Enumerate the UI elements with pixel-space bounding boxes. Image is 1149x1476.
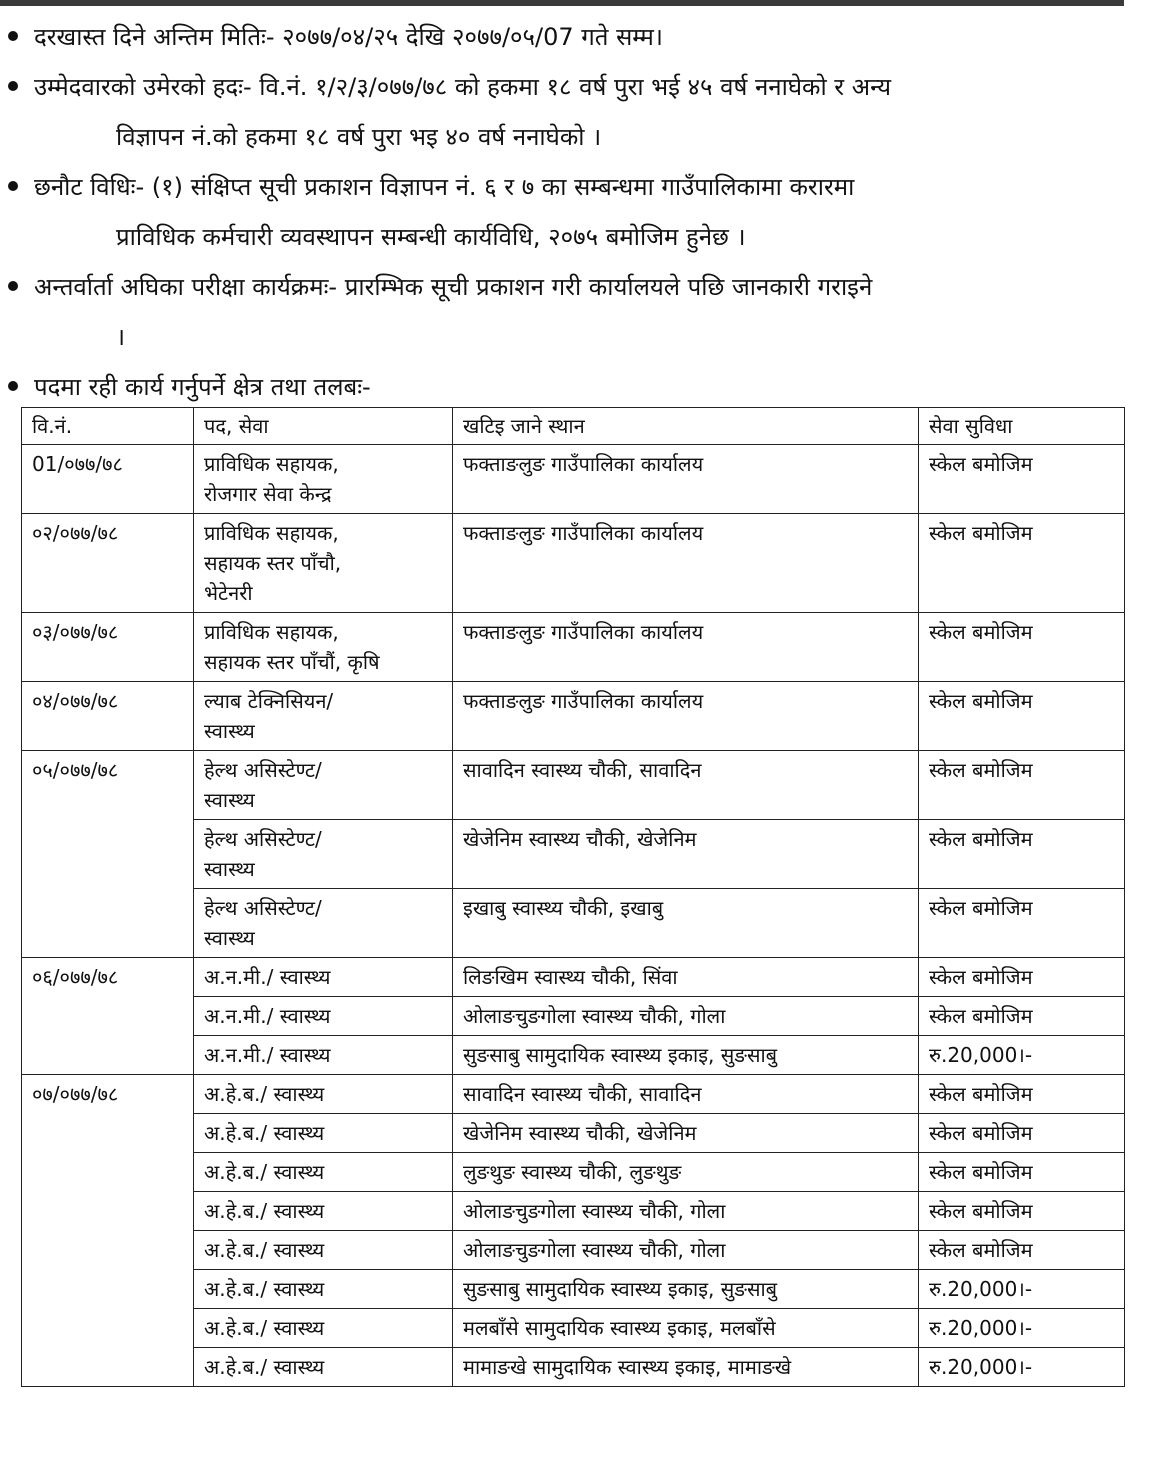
post-line: प्राविधिक सहायक, xyxy=(204,620,339,644)
post-lines xyxy=(204,1040,442,1070)
table-row xyxy=(22,958,1125,997)
post-lines xyxy=(204,1274,442,1304)
cell-service-benefit: स्केल बमोजिम xyxy=(919,1075,1125,1114)
post-line: सहायक स्तर पाँचौं, कृषि xyxy=(204,650,380,674)
cell-post-service xyxy=(194,613,453,682)
cell-service-benefit: रु.20,000।- xyxy=(919,1270,1125,1309)
post-line: सहायक स्तर पाँचौ, xyxy=(204,551,342,575)
notice-bullet-list xyxy=(8,12,1143,412)
cell-service-benefit: रु.20,000।- xyxy=(919,1348,1125,1387)
table-row xyxy=(22,751,1125,820)
post-lines xyxy=(204,1313,442,1343)
post-lines xyxy=(204,518,442,608)
cell-ad-number: ०४/०७७/७८ xyxy=(22,682,194,751)
post-line: स्वास्थ्य xyxy=(204,926,255,950)
header-ad-number: वि.नं. xyxy=(22,408,194,445)
post-line: रोजगार सेवा केन्द्र xyxy=(204,482,332,506)
post-line: अ.हे.ब./ स्वास्थ्य xyxy=(204,1160,325,1184)
cell-post-service xyxy=(194,997,453,1036)
post-line: हेल्थ असिस्टेण्ट/ xyxy=(204,827,322,851)
cell-posting-location: ओलाङचुङगोला स्वास्थ्य चौकी, गोला xyxy=(453,1231,919,1270)
cell-ad-number: ०२/०७७/७८ xyxy=(22,514,194,613)
bullet-work-area-salary xyxy=(8,362,1143,412)
post-line: अ.हे.ब./ स्वास्थ्य xyxy=(204,1082,325,1106)
cell-service-benefit: स्केल बमोजिम xyxy=(919,889,1125,958)
cell-service-benefit: स्केल बमोजिम xyxy=(919,751,1125,820)
cell-service-benefit: स्केल बमोजिम xyxy=(919,1192,1125,1231)
post-line: स्वास्थ्य xyxy=(204,719,255,743)
bullet-dot-icon xyxy=(8,181,18,191)
bullet-dot-icon xyxy=(8,81,18,91)
bullet-dot-icon xyxy=(8,381,18,391)
cell-service-benefit: रु.20,000।- xyxy=(919,1036,1125,1075)
cell-service-benefit: स्केल बमोजिम xyxy=(919,997,1125,1036)
bullet-text-continued: । xyxy=(116,323,126,351)
cell-posting-location: फक्ताङलुङ गाउँपालिका कार्यालय xyxy=(453,682,919,751)
cell-ad-number: ०५/०७७/७८ xyxy=(22,751,194,958)
cell-service-benefit: स्केल बमोजिम xyxy=(919,613,1125,682)
cell-ad-number: 01/०७७/७८ xyxy=(22,445,194,514)
posts-table xyxy=(21,407,1125,1387)
post-lines xyxy=(204,824,442,884)
cell-posting-location: मलबाँसे सामुदायिक स्वास्थ्य इकाइ, मलबाँसे xyxy=(453,1309,919,1348)
cell-post-service xyxy=(194,1270,453,1309)
cell-posting-location: फक्ताङलुङ गाउँपालिका कार्यालय xyxy=(453,514,919,613)
cell-ad-number: ०३/०७७/७८ xyxy=(22,613,194,682)
cell-service-benefit: स्केल बमोजिम xyxy=(919,958,1125,997)
cell-service-benefit: स्केल बमोजिम xyxy=(919,1231,1125,1270)
cell-post-service xyxy=(194,958,453,997)
post-line: अ.हे.ब./ स्वास्थ्य xyxy=(204,1238,325,1262)
cell-post-service xyxy=(194,751,453,820)
table-body xyxy=(22,445,1125,1387)
cell-posting-location: सुङसाबु सामुदायिक स्वास्थ्य इकाइ, सुङसाबु xyxy=(453,1036,919,1075)
cell-ad-number: ०६/०७७/७८ xyxy=(22,958,194,1075)
cell-post-service xyxy=(194,1075,453,1114)
post-line: अ.हे.ब./ स्वास्थ्य xyxy=(204,1121,325,1145)
bullet-text: पदमा रही कार्य गर्नुपर्ने क्षेत्र तथा तलबः- xyxy=(34,373,371,401)
cell-posting-location: लिङखिम स्वास्थ्य चौकी, सिंवा xyxy=(453,958,919,997)
cell-posting-location: खेजेनिम स्वास्थ्य चौकी, खेजेनिम xyxy=(453,1114,919,1153)
cell-service-benefit: स्केल बमोजिम xyxy=(919,820,1125,889)
post-lines xyxy=(204,1079,442,1109)
cell-post-service xyxy=(194,820,453,889)
cell-posting-location: लुङथुङ स्वास्थ्य चौकी, लुङथुङ xyxy=(453,1153,919,1192)
cell-posting-location: सावादिन स्वास्थ्य चौकी, सावादिन xyxy=(453,751,919,820)
cell-post-service xyxy=(194,682,453,751)
cell-post-service xyxy=(194,445,453,514)
bullet-dot-icon xyxy=(8,281,18,291)
post-lines xyxy=(204,686,442,746)
table-row xyxy=(22,682,1125,751)
post-lines xyxy=(204,449,442,509)
bullet-deadline xyxy=(8,12,1143,62)
post-line: हेल्थ असिस्टेण्ट/ xyxy=(204,896,322,920)
cell-post-service xyxy=(194,1153,453,1192)
cell-service-benefit: स्केल बमोजिम xyxy=(919,445,1125,514)
post-line: अ.न.मी./ स्वास्थ्य xyxy=(204,1004,331,1028)
cell-ad-number: ०७/०७७/७८ xyxy=(22,1075,194,1387)
post-line: अ.हे.ब./ स्वास्थ्य xyxy=(204,1277,325,1301)
cell-post-service xyxy=(194,1036,453,1075)
cell-service-benefit: रु.20,000।- xyxy=(919,1309,1125,1348)
cell-posting-location: ओलाङचुङगोला स्वास्थ्य चौकी, गोला xyxy=(453,997,919,1036)
table-row xyxy=(22,1075,1125,1114)
post-lines xyxy=(204,962,442,992)
post-line: ल्याब टेक्निसियन/ xyxy=(204,689,334,713)
cell-service-benefit: स्केल बमोजिम xyxy=(919,682,1125,751)
cell-posting-location: मामाङखे सामुदायिक स्वास्थ्य इकाइ, मामाङखे xyxy=(453,1348,919,1387)
table-header-row xyxy=(22,408,1125,445)
bullet-text: उम्मेदवारको उमेरको हदः- वि.नं. १/२/३/०७७/७८ को हकमा १८ वर्ष पुरा भई ४५ वर्ष ननाघेको र अन्य xyxy=(34,73,892,101)
bullet-exam-schedule xyxy=(8,262,1143,362)
post-line: हेल्थ असिस्टेण्ट/ xyxy=(204,758,322,782)
post-lines xyxy=(204,1235,442,1265)
post-line: प्राविधिक सहायक, xyxy=(204,452,339,476)
post-line: अ.हे.ब./ स्वास्थ्य xyxy=(204,1316,325,1340)
post-lines xyxy=(204,893,442,953)
cell-posting-location: ओलाङचुङगोला स्वास्थ्य चौकी, गोला xyxy=(453,1192,919,1231)
cell-post-service xyxy=(194,514,453,613)
post-line: अ.न.मी./ स्वास्थ्य xyxy=(204,1043,331,1067)
post-lines xyxy=(204,1001,442,1031)
post-lines xyxy=(204,617,442,677)
post-line: अ.हे.ब./ स्वास्थ्य xyxy=(204,1199,325,1223)
post-lines xyxy=(204,1157,442,1187)
bullet-selection-method xyxy=(8,162,1143,262)
cell-post-service xyxy=(194,1114,453,1153)
post-line: अ.हे.ब./ स्वास्थ्य xyxy=(204,1355,325,1379)
post-line: स्वास्थ्य xyxy=(204,857,255,881)
cell-post-service xyxy=(194,1348,453,1387)
bullet-dot-icon xyxy=(8,31,18,41)
post-line: प्राविधिक सहायक, xyxy=(204,521,339,545)
post-lines xyxy=(204,1118,442,1148)
post-line: स्वास्थ्य xyxy=(204,788,255,812)
cell-posting-location: सुङसाबु सामुदायिक स्वास्थ्य इकाइ, सुङसाबु xyxy=(453,1270,919,1309)
cell-service-benefit: स्केल बमोजिम xyxy=(919,514,1125,613)
top-rule xyxy=(0,0,1124,6)
header-post-service: पद, सेवा xyxy=(194,408,453,445)
cell-post-service xyxy=(194,1231,453,1270)
header-service-benefit: सेवा सुविधा xyxy=(919,408,1125,445)
cell-posting-location: इखाबु स्वास्थ्य चौकी, इखाबु xyxy=(453,889,919,958)
bullet-text: छनौट विधिः- (१) संक्षिप्त सूची प्रकाशन विज्ञापन नं. ६ र ७ का सम्बन्धमा गाउँपालिकामा करारमा xyxy=(34,173,855,201)
post-lines xyxy=(204,1196,442,1226)
bullet-text-continued: प्राविधिक कर्मचारी व्यवस्थापन सम्बन्धी कार्यविधि, २०७५ बमोजिम हुनेछ । xyxy=(116,223,746,251)
bullet-age-limit xyxy=(8,62,1143,162)
table-row xyxy=(22,445,1125,514)
cell-service-benefit: स्केल बमोजिम xyxy=(919,1114,1125,1153)
post-lines xyxy=(204,755,442,815)
bullet-text-continued: विज्ञापन नं.को हकमा १८ वर्ष पुरा भइ ४० वर्ष ननाघेको । xyxy=(116,123,602,151)
post-lines xyxy=(204,1352,442,1382)
table-row xyxy=(22,514,1125,613)
cell-post-service xyxy=(194,889,453,958)
cell-posting-location: फक्ताङलुङ गाउँपालिका कार्यालय xyxy=(453,445,919,514)
cell-posting-location: फक्ताङलुङ गाउँपालिका कार्यालय xyxy=(453,613,919,682)
header-posting-location: खटिइ जाने स्थान xyxy=(453,408,919,445)
table-row xyxy=(22,613,1125,682)
cell-posting-location: सावादिन स्वास्थ्य चौकी, सावादिन xyxy=(453,1075,919,1114)
cell-service-benefit: स्केल बमोजिम xyxy=(919,1153,1125,1192)
cell-post-service xyxy=(194,1192,453,1231)
bullet-text: अन्तर्वार्ता अघिका परीक्षा कार्यक्रमः- प्रारम्भिक सूची प्रकाशन गरी कार्यालयले पछि जानकारी गराइने xyxy=(34,273,873,301)
post-line: भेटेनरी xyxy=(204,581,253,605)
cell-post-service xyxy=(194,1309,453,1348)
bullet-text: दरखास्त दिने अन्तिम मितिः- २०७७/०४/२५ देखि २०७७/०५/07 गते सम्म। xyxy=(34,23,663,51)
post-line: अ.न.मी./ स्वास्थ्य xyxy=(204,965,331,989)
cell-posting-location: खेजेनिम स्वास्थ्य चौकी, खेजेनिम xyxy=(453,820,919,889)
